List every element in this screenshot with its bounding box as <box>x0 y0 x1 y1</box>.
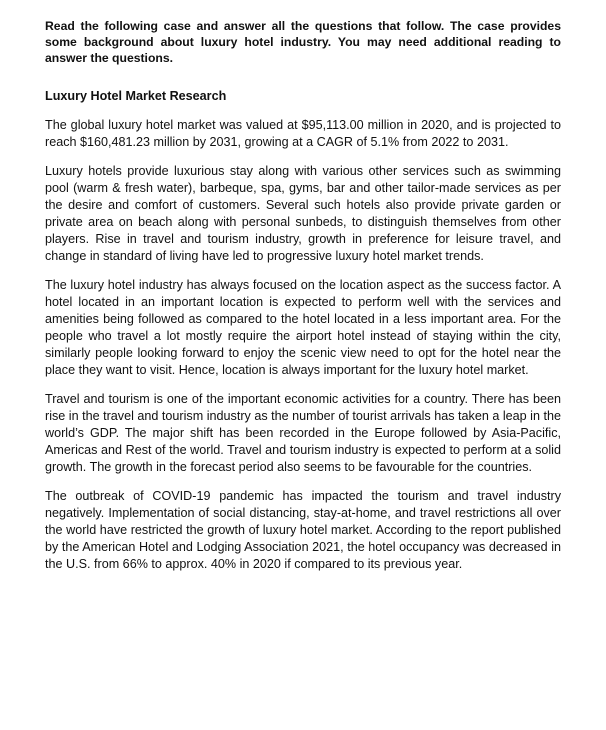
document-page <box>45 18 561 573</box>
paragraph-covid-impact: The outbreak of COVID-19 pandemic has impacted the tourism and travel industry negatively. Implementation of social distancing, stay-at-home, and travel restrictions all over the world have restricted the growth of luxury hotel market. According to the report published by the American Hotel and Lodging Association 2021, the hotel occupancy was decreased in the U.S. from 66% to approx. 40% in 2020 if compared to its previous year. <box>45 489 561 571</box>
paragraph-market-value: The global luxury hotel market was valued at $95,113.00 million in 2020, and is projected to reach $160,481.23 million by 2031, growing at a CAGR of 5.1% from 2022 to 2031. <box>45 118 561 149</box>
case-instructions: Read the following case and answer all the questions that follow. The case provides some background about luxury hotel industry. You may need additional reading to answer the questions. <box>45 19 561 65</box>
paragraph-location: The luxury hotel industry has always focused on the location aspect as the success factor. A hotel located in an important location is expected to perform well with the services and amenities being followed as compared to the hotel located in a less important area. For the people who travel a lot mostly require the airport hotel instead of staying within the city, similarly people looking forward to enjoy the scenic view need to opt for the hotel near the place they want to visit. Hence, location is always important for the luxury hotel market. <box>45 278 561 377</box>
section-heading: Luxury Hotel Market Research <box>45 89 227 103</box>
paragraph-luxury-services: Luxury hotels provide luxurious stay along with various other services such as swimming pool (warm & fresh water), barbeque, spa, gyms, bar and other tailor-made services as per the desire and comfort of customers. Several such hotels also provide private garden or private area on beach along with personal sunbeds, to distinguish themselves from other players. Rise in travel and tourism industry, growth in preference for leisure travel, and change in standard of living have led to progressive luxury hotel market trends. <box>45 164 561 263</box>
paragraph-travel-tourism: Travel and tourism is one of the important economic activities for a country. There has been rise in the travel and tourism industry as the number of tourist arrivals has taken a leap in the world’s GDP. The major shift has been recorded in the Europe followed by Asia-Pacific, Americas and Rest of the world. Travel and tourism industry is expected to perform at a solid growth. The growth in the forecast period also seems to be favourable for the countries. <box>45 392 561 474</box>
